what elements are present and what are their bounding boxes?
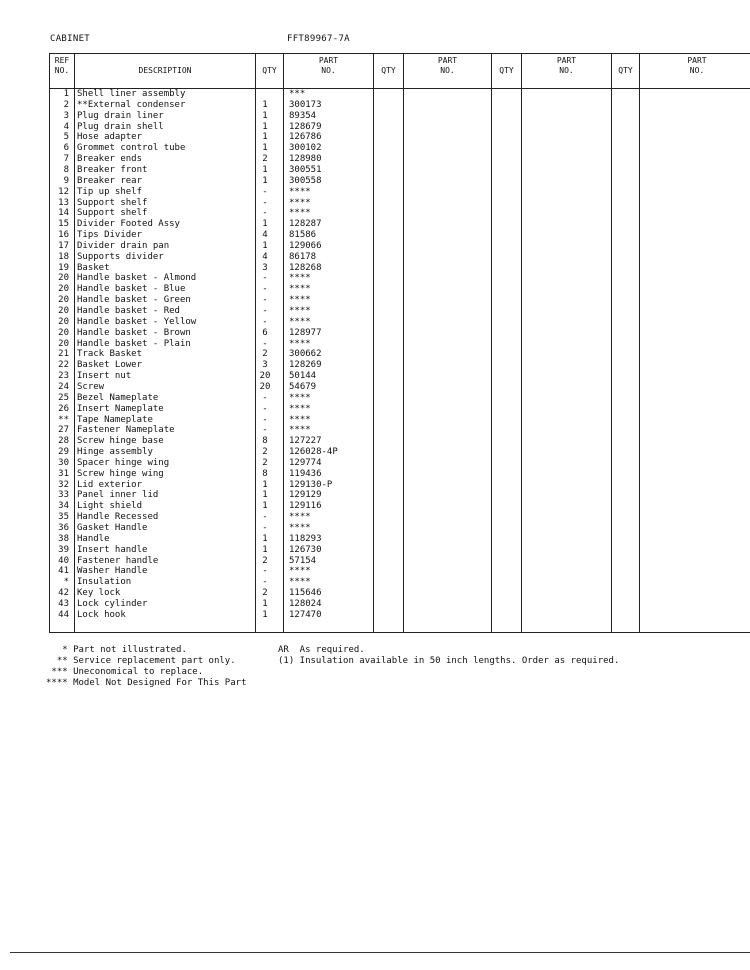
part-number-cell: **** [289, 523, 311, 533]
column-rule [639, 53, 640, 633]
ref-cell: 33 [58, 490, 69, 501]
table-top-rule [49, 53, 750, 54]
ref-cell: 3 [63, 110, 69, 121]
qty-cell: 1 [262, 490, 268, 501]
ref-cell: 4 [63, 121, 69, 132]
description-cell: Breaker ends [77, 154, 143, 165]
qty-cell: - [262, 273, 268, 284]
table-bottom-rule [49, 632, 750, 633]
part-number-cell: 128977 [289, 327, 322, 338]
qty-cell: - [262, 577, 268, 588]
part-number-cell: *** [289, 89, 306, 99]
part-number-cell: **** [289, 425, 311, 436]
qty-cell: 2 [262, 447, 268, 458]
part-number-cell: 128287 [289, 219, 322, 230]
part-number-cell: 129774 [289, 457, 322, 468]
part-number-cell: 127227 [289, 436, 322, 447]
ref-cell: 17 [58, 240, 69, 251]
page-bottom-rule [10, 952, 750, 953]
description-cell: Plug drain shell [77, 121, 164, 132]
qty-cell: - [262, 186, 268, 197]
qty-cell: 20 [259, 381, 271, 392]
ref-cell: 27 [58, 425, 69, 436]
header-text: NO. [54, 66, 70, 75]
description-cell: Tips Divider [77, 230, 143, 241]
qty-cell: 8 [262, 468, 268, 479]
qty-cell: - [262, 295, 268, 306]
header-text: NO. [559, 66, 574, 75]
column-rule [74, 53, 75, 633]
ref-cell: 34 [58, 501, 69, 512]
qty-cell: 1 [262, 99, 268, 110]
qty-cell: 6 [262, 327, 268, 338]
part-number-cell: **** [289, 273, 311, 284]
description-cell: Supports divider [77, 251, 164, 262]
footnote: * Part not illustrated. [46, 645, 187, 655]
description-cell: Fastener handle [77, 555, 159, 566]
qty-cell: - [262, 284, 268, 295]
description-cell: Breaker front [77, 164, 148, 175]
qty-cell: 4 [262, 230, 268, 241]
part-number-cell: 300662 [289, 349, 322, 360]
qty-cell: 2 [262, 457, 268, 468]
qty-header: QTY [381, 66, 396, 75]
column-rule [491, 53, 492, 633]
part-number-cell: **** [289, 338, 311, 349]
description-cell: Handle basket - Green [77, 295, 191, 306]
description-cell: Insulation [77, 577, 132, 588]
qty-cell: 1 [262, 240, 268, 251]
qty-header: QTY [618, 66, 633, 75]
column-rule [403, 53, 404, 633]
description-cell: Screw [77, 381, 105, 392]
qty-cell: - [262, 208, 268, 219]
part-number-cell: **** [289, 316, 311, 327]
ref-cell: 28 [58, 436, 69, 447]
description-cell: Support shelf [77, 208, 148, 219]
part-no-header [522, 56, 611, 76]
qty-cell: 2 [262, 555, 268, 566]
ref-cell: 44 [58, 609, 69, 620]
ref-cell: 20 [58, 273, 69, 284]
ref-cell: 20 [58, 316, 69, 327]
description-cell: Bezel Nameplate [77, 392, 159, 403]
qty-cell: 2 [262, 349, 268, 360]
qty-cell: - [262, 523, 268, 533]
part-number-cell: 128024 [289, 598, 322, 609]
qty-cell: 1 [262, 544, 268, 555]
part-number-cell: 50144 [289, 371, 317, 382]
ref-cell: 1 [63, 89, 69, 99]
column-rule [611, 53, 612, 633]
part-number-cell: **** [289, 208, 311, 219]
description-cell: Screw hinge wing [77, 468, 164, 479]
description-cell: Divider drain pan [77, 240, 170, 251]
description-cell: Divider Footed Assy [77, 219, 180, 230]
ref-cell: 32 [58, 479, 69, 490]
ref-no-header [50, 56, 74, 76]
part-number-cell: 128980 [289, 154, 322, 165]
ref-cell: 7 [63, 154, 69, 165]
part-number-cell: 129130-P [289, 479, 333, 490]
part-number-cell: 128269 [289, 360, 322, 371]
ref-cell: 40 [58, 555, 69, 566]
qty-cell: 1 [262, 121, 268, 132]
ref-cell: * [63, 577, 69, 588]
model-number: FFT89967-7A [287, 34, 350, 44]
ref-cell: 2 [63, 99, 69, 110]
qty-cell: - [262, 306, 268, 316]
part-number-cell: **** [289, 197, 311, 208]
part-number-cell: 57154 [289, 555, 317, 566]
part-number-cell: 86178 [289, 251, 317, 262]
description-cell: Insert nut [77, 371, 132, 382]
part-no-header [404, 56, 491, 76]
qty-cell: - [262, 566, 268, 577]
description-cell: Handle basket - Brown [77, 327, 191, 338]
description-cell: Grommet control tube [77, 143, 186, 154]
description-cell: Support shelf [77, 197, 148, 208]
footnote: ** Service replacement part only. [46, 656, 236, 666]
qty-cell: 8 [262, 436, 268, 447]
header-text: NO. [321, 66, 336, 75]
part-number-cell: **** [289, 403, 311, 414]
column-rule [283, 53, 284, 633]
page-section-title: CABINET [50, 34, 91, 44]
ref-cell: 42 [58, 588, 69, 599]
description-cell: Handle basket - Plain [77, 338, 191, 349]
qty-cell: 3 [262, 262, 268, 273]
qty-cell: - [262, 425, 268, 436]
description-cell: Insert Nameplate [77, 403, 164, 414]
qty-cell: 1 [262, 164, 268, 175]
column-rule [521, 53, 522, 633]
qty-header: QTY [262, 66, 277, 75]
description-cell: Insert handle [77, 544, 148, 555]
qty-cell: 1 [262, 110, 268, 121]
part-number-cell: **** [289, 186, 311, 197]
ref-cell: 38 [58, 533, 69, 544]
header-text: PART [318, 56, 339, 65]
ref-cell: 19 [58, 262, 69, 273]
ref-cell: 39 [58, 544, 69, 555]
description-cell: Tip up shelf [77, 186, 143, 197]
ref-cell: 41 [58, 566, 69, 577]
description-cell: Shell liner assembly [77, 89, 186, 99]
qty-cell: 1 [262, 479, 268, 490]
ref-cell: 35 [58, 512, 69, 523]
footnote: **** Model Not Designed For This Part [46, 678, 247, 688]
ref-cell: 14 [58, 208, 69, 219]
part-number-cell: 126786 [289, 132, 322, 143]
ref-cell: 16 [58, 230, 69, 241]
part-number-cell: 128679 [289, 121, 322, 132]
part-number-cell: 300551 [289, 164, 322, 175]
part-number-cell: 129116 [289, 501, 322, 512]
part-number-cell: 300173 [289, 99, 322, 110]
description-cell: Handle basket - Yellow [77, 316, 197, 327]
part-number-cell: 129129 [289, 490, 322, 501]
ref-cell: 20 [58, 338, 69, 349]
ref-cell: 36 [58, 523, 69, 533]
part-number-cell: 127470 [289, 609, 322, 620]
ref-cell: 21 [58, 349, 69, 360]
ref-cell: 24 [58, 381, 69, 392]
qty-cell: - [262, 414, 268, 425]
ref-cell: 30 [58, 457, 69, 468]
ref-cell: 5 [63, 132, 69, 143]
description-cell: **External condenser [77, 99, 186, 110]
qty-cell: - [262, 316, 268, 327]
ref-cell: ** [58, 414, 69, 425]
part-number-cell: 118293 [289, 533, 322, 544]
description-cell: Handle Recessed [77, 512, 159, 523]
description-cell: Basket [77, 262, 110, 273]
ref-cell: 9 [63, 175, 69, 186]
qty-cell: 1 [262, 175, 268, 186]
qty-cell: 1 [262, 132, 268, 143]
part-number-cell: **** [289, 566, 311, 577]
ref-cell: 43 [58, 598, 69, 609]
part-number-cell: 128268 [289, 262, 322, 273]
part-number-cell: 89354 [289, 110, 317, 121]
description-cell: Handle basket - Almond [77, 273, 197, 284]
qty-cell: 2 [262, 588, 268, 599]
ref-cell: 25 [58, 392, 69, 403]
ref-cell: 6 [63, 143, 69, 154]
part-number-cell: 115646 [289, 588, 322, 599]
part-number-cell: **** [289, 577, 311, 588]
ref-cell: 18 [58, 251, 69, 262]
part-number-cell: 300102 [289, 143, 322, 154]
description-cell: Handle [77, 533, 110, 544]
description-cell: Hose adapter [77, 132, 143, 143]
qty-cell: - [262, 403, 268, 414]
qty-cell: 4 [262, 251, 268, 262]
part-number-cell: **** [289, 295, 311, 306]
ref-cell: 23 [58, 371, 69, 382]
description-cell: Fastener Nameplate [77, 425, 175, 436]
ref-cell: 20 [58, 306, 69, 316]
header-text: PART [687, 56, 707, 65]
part-number-cell: 54679 [289, 381, 317, 392]
footnote: AR As required. [278, 645, 365, 655]
footnote: (1) Insulation available in 50 inch lengths. Order as required. [278, 656, 620, 666]
description-cell: Lock hook [77, 609, 126, 620]
part-number-cell: **** [289, 512, 311, 523]
part-no-header [284, 56, 373, 76]
part-number-cell: 81586 [289, 230, 317, 241]
description-cell: Hinge assembly [77, 447, 153, 458]
description-cell: Screw hinge base [77, 436, 164, 447]
description-cell: Washer Handle [77, 566, 148, 577]
part-number-cell: **** [289, 306, 311, 316]
ref-cell: 20 [58, 295, 69, 306]
ref-cell: 29 [58, 447, 69, 458]
header-text: PART [437, 56, 458, 65]
header-text: PART [556, 56, 577, 65]
description-cell: Track Basket [77, 349, 143, 360]
ref-cell: 20 [58, 327, 69, 338]
footnote: *** Uneconomical to replace. [46, 667, 204, 677]
part-number-cell: **** [289, 414, 311, 425]
description-cell: Panel inner lid [77, 490, 159, 501]
part-number-cell: **** [289, 392, 311, 403]
part-number-cell: 126730 [289, 544, 322, 555]
part-number-cell: 119436 [289, 468, 322, 479]
header-text: NO. [440, 66, 455, 75]
ref-cell: 22 [58, 360, 69, 371]
qty-cell: 1 [262, 609, 268, 620]
qty-cell: 1 [262, 143, 268, 154]
qty-cell: 1 [262, 598, 268, 609]
description-cell: Plug drain liner [77, 110, 164, 121]
part-no-header [640, 56, 750, 76]
description-cell: Spacer hinge wing [77, 457, 170, 468]
description-cell: Gasket Handle [77, 523, 148, 533]
ref-cell: 8 [63, 164, 69, 175]
description-cell: Lock cylinder [77, 598, 148, 609]
ref-cell: 20 [58, 284, 69, 295]
ref-cell: 26 [58, 403, 69, 414]
part-number-cell: 126028-4P [289, 447, 338, 458]
qty-cell: 1 [262, 501, 268, 512]
qty-cell: 1 [262, 219, 268, 230]
description-cell: Tape Nameplate [77, 414, 153, 425]
qty-cell: - [262, 197, 268, 208]
header-text: NO. [689, 66, 705, 75]
qty-header: QTY [499, 66, 514, 75]
qty-cell: - [262, 392, 268, 403]
description-cell: Breaker rear [77, 175, 143, 186]
qty-cell: - [262, 512, 268, 523]
part-number-cell: **** [289, 284, 311, 295]
description-header: DESCRIPTION [138, 66, 192, 75]
part-number-cell: 300558 [289, 175, 322, 186]
ref-cell: 12 [58, 186, 69, 197]
ref-cell: 31 [58, 468, 69, 479]
qty-cell: 3 [262, 360, 268, 371]
description-cell: Basket Lower [77, 360, 143, 371]
ref-cell: 13 [58, 197, 69, 208]
ref-cell: 15 [58, 219, 69, 230]
part-number-cell: 129066 [289, 240, 322, 251]
description-cell: Light shield [77, 501, 143, 512]
description-cell: Handle basket - Red [77, 306, 180, 316]
description-cell: Key lock [77, 588, 121, 599]
qty-cell: 20 [259, 371, 271, 382]
qty-cell: 2 [262, 154, 268, 165]
qty-cell: - [262, 338, 268, 349]
description-cell: Handle basket - Blue [77, 284, 186, 295]
description-cell: Lid exterior [77, 479, 143, 490]
qty-cell: 1 [262, 533, 268, 544]
header-text: REF [54, 56, 70, 65]
